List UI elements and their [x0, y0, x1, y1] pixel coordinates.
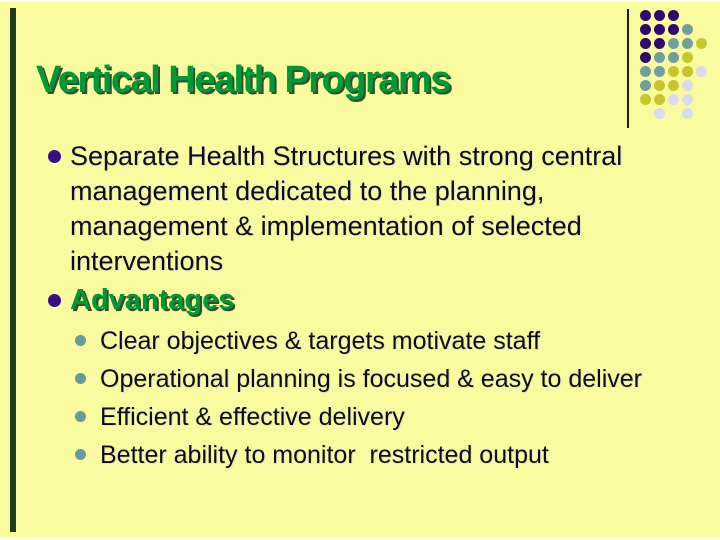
dots-vertical-line	[627, 9, 629, 128]
sub-bullet-item	[75, 436, 698, 474]
dot-lavender-icon	[682, 108, 693, 119]
bullet-icon	[75, 335, 86, 346]
bullet-icon	[75, 449, 86, 460]
bullet-text	[70, 283, 234, 318]
left-accent-bar	[10, 8, 16, 532]
dot-olive-icon	[668, 66, 679, 77]
dot-teal-icon	[654, 52, 665, 63]
bullet-text-line: interventions	[70, 246, 224, 276]
bullet-icon	[75, 411, 86, 422]
dot-purple-icon	[640, 52, 651, 63]
bullet-text-line: Advantages	[70, 284, 235, 316]
bullet-text-line: Efficient & effective delivery	[100, 403, 405, 431]
dot-olive-icon	[640, 94, 651, 105]
dot-lavender-icon	[654, 108, 665, 119]
bullet-text	[100, 360, 642, 398]
bullet-list	[48, 139, 698, 474]
dot-olive-icon	[654, 80, 665, 91]
dot-lavender-icon	[682, 94, 693, 105]
bullet-text-line: Separate Health Structures with strong central	[70, 141, 623, 171]
dot-olive-icon	[654, 94, 665, 105]
dot-lavender-icon	[668, 94, 679, 105]
dot-olive-icon	[696, 38, 707, 49]
bullet-icon	[75, 373, 86, 384]
dot-lavender-icon	[682, 80, 693, 91]
bullet-text	[100, 322, 540, 360]
dot-purple-icon	[654, 38, 665, 49]
dot-purple-icon	[640, 38, 651, 49]
sub-bullet-item	[75, 398, 698, 436]
slide-title: Vertical Health Programs	[36, 59, 450, 101]
dot-teal-icon	[640, 66, 651, 77]
dot-purple-icon	[668, 10, 679, 21]
dot-purple-icon	[640, 10, 651, 21]
dot-teal-icon	[668, 38, 679, 49]
slide-edge-top	[0, 0, 720, 2]
sub-bullet-item	[75, 322, 698, 360]
bullet-text-line: Operational planning is focused & easy to deliver	[100, 365, 642, 393]
dot-purple-icon	[640, 24, 651, 35]
dot-olive-icon	[682, 52, 693, 63]
sub-bullet-item	[75, 360, 698, 398]
dot-teal-icon	[682, 38, 693, 49]
bullet-icon	[48, 150, 61, 163]
dot-olive-icon	[668, 80, 679, 91]
dot-purple-icon	[654, 10, 665, 21]
dot-purple-icon	[668, 24, 679, 35]
bullet-text	[70, 139, 622, 279]
dot-teal-icon	[640, 80, 651, 91]
dot-purple-icon	[654, 24, 665, 35]
bullet-text-line: management dedicated to the planning,	[70, 176, 545, 206]
dot-lavender-icon	[696, 66, 707, 77]
bullet-icon	[48, 294, 61, 307]
dot-teal-icon	[654, 66, 665, 77]
dot-olive-icon	[682, 66, 693, 77]
dot-teal-icon	[668, 52, 679, 63]
bullet-item	[48, 139, 698, 279]
bullet-text-line: management & implementation of selected	[70, 211, 582, 241]
bullet-text-line: Clear objectives & targets motivate staff	[100, 327, 541, 355]
bullet-text-line: Better ability to monitor restricted output	[100, 441, 549, 469]
bullet-item	[48, 283, 698, 318]
bullet-text	[100, 398, 405, 436]
bullet-text	[100, 436, 549, 474]
dot-teal-icon	[682, 24, 693, 35]
